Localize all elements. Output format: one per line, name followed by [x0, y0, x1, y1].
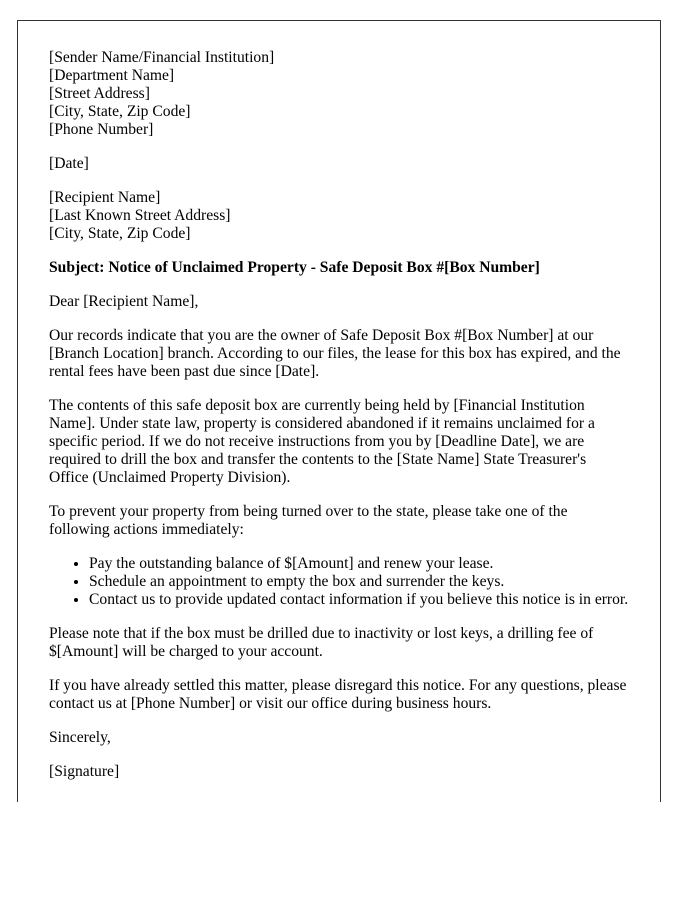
- subject-line: Subject: Notice of Unclaimed Property - Safe Deposit Box #[Box Number]: [49, 259, 540, 276]
- letter-date: [49, 155, 629, 173]
- sender-phone: [Phone Number]: [49, 121, 154, 138]
- drilling-fee-paragraph: Please note that if the box must be drilled due to inactivity or lost keys, a drilling fee of $[Amount] will be charged to your account.: [49, 625, 594, 660]
- letter-page: [17, 20, 661, 802]
- signoff: Sincerely,: [49, 729, 111, 746]
- sender-name: [Sender Name/Financial Institution]: [49, 49, 275, 66]
- action-item-pay: • Pay the outstanding balance of $[Amount] and renew your lease.: [89, 555, 629, 573]
- sender-department: [Department Name]: [49, 67, 175, 84]
- signature-placeholder: [Signature]: [49, 763, 120, 780]
- letter-content: [49, 49, 629, 797]
- body-paragraph-3: To prevent your property from being turned over to the state, please take one of the following actions immediately:: [49, 503, 568, 538]
- questions-paragraph: If you have already settled this matter, please disregard this notice. For any questions, please contact us at [Phone Number] or visit our office during business hours.: [49, 677, 627, 712]
- recipient-name: [Recipient Name]: [49, 189, 161, 206]
- body-paragraph-2: The contents of this safe deposit box are currently being held by [Financial Institution Name]. Under state law, property is considered abandoned if it remains unclaimed for a specific period. If we do not receive instructions from you by [Deadline Date], we are required to drill the box and transfer the contents to the [State Name] State Treasurer's Office (Unclaimed Property Division).: [49, 397, 595, 486]
- action-item-schedule: • Schedule an appointment to empty the box and surrender the keys.: [89, 573, 629, 591]
- recipient-address-block: [49, 189, 629, 243]
- body-paragraph-1: Our records indicate that you are the owner of Safe Deposit Box #[Box Number] at our [Branch Location] branch. According to our files, the lease for this box has expired, and the rental fees have been past due since [Date].: [49, 327, 621, 380]
- action-list: [49, 555, 629, 609]
- sender-city: [City, State, Zip Code]: [49, 103, 191, 120]
- action-item-contact: • Contact us to provide updated contact information if you believe this notice is in error.: [89, 591, 629, 609]
- sender-street: [Street Address]: [49, 85, 150, 102]
- sender-address-block: [49, 49, 629, 139]
- salutation: Dear [Recipient Name],: [49, 293, 199, 310]
- recipient-street: [Last Known Street Address]: [49, 207, 231, 224]
- recipient-city: [City, State, Zip Code]: [49, 225, 191, 242]
- date-text: [Date]: [49, 155, 89, 172]
